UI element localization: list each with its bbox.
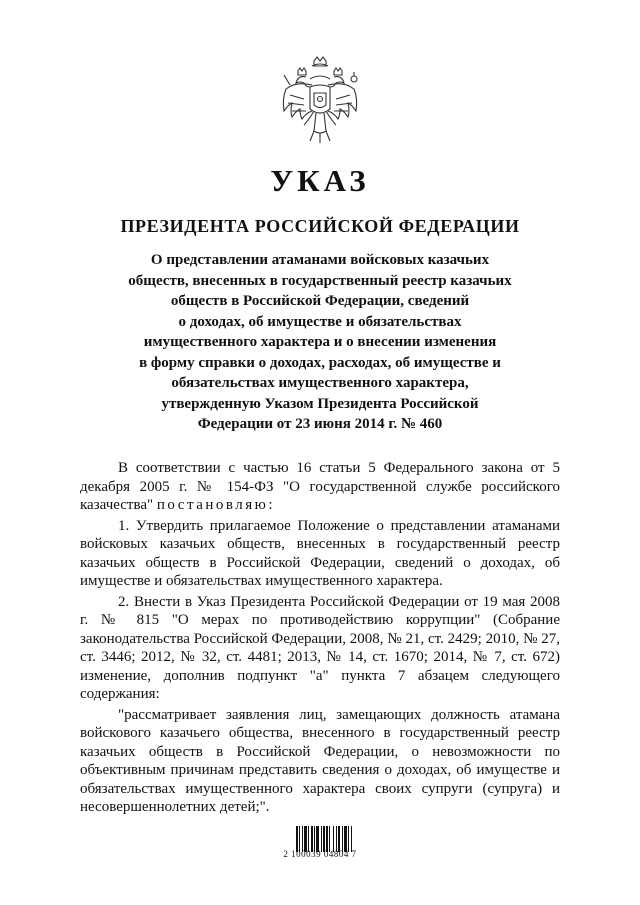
decree-body xyxy=(80,459,560,817)
barcode-icon xyxy=(296,822,378,852)
heading-line: обществ в Российской Федерации, сведений xyxy=(170,293,470,309)
preamble-text: В соответствии с частью 16 статьи 5 Федерального закона от 5 декабря 2005 г. № 154-ФЗ "О государственной службе российского казачества" xyxy=(80,460,560,513)
item-1-paragraph: 1. Утвердить прилагаемое Положение о представлении атаманами войсковых казачьих обществ, внесенных в государственный реестр казачьих обществ в Российской Федерации, сведений о доходах, об имуществе и обязательствах имущественного характера. xyxy=(80,517,560,589)
document-subtitle: ПРЕЗИДЕНТА РОССИЙСКОЙ ФЕДЕРАЦИИ xyxy=(120,216,520,236)
decree-heading xyxy=(100,250,540,435)
heading-line: утвержденную Указом Президента Российской xyxy=(161,395,479,412)
document-title: УКАЗ xyxy=(270,163,370,198)
item-2-paragraph: 2. Внести в Указ Президента Российской Федерации от 19 мая 2008 г. № 815 "О мерах по противодействию коррупции" (Собрание законодательства Российской Федерации, 2008, № 21, ст. 2429; 2010, № 27, ст. 3446; 2012, № 32, ст. 4481; 2013, № 14, ст. 1670; 2014, № 7, ст. 672) изменение, дополнив подпункт "а" пункта 7 абзацем следующего содержания: xyxy=(80,593,560,702)
barcode-number: 2 100039 04804 7 xyxy=(283,849,357,859)
heading-line: Федерации от 23 июня 2014 г. № 460 xyxy=(197,416,443,432)
heading-line: в форму справки о доходах, расходах, об имуществе и xyxy=(139,354,501,371)
heading-line: О представлении атаманами войсковых казачьих xyxy=(150,252,490,268)
heading-line: имущественного характера и о внесении изменения xyxy=(143,334,497,350)
decree-word: постановляю: xyxy=(156,497,276,513)
coat-of-arms-emblem xyxy=(276,55,364,151)
heading-line: о доходах, об имуществе и обязательствах xyxy=(178,313,462,330)
preamble-paragraph xyxy=(80,459,560,515)
heading-line: обществ, внесенных в государственный реестр казачьих xyxy=(128,272,512,289)
heading-line: обязательствах имущественного характера, xyxy=(171,375,469,391)
quote-paragraph: "рассматривает заявления лиц, замещающих должность атамана войскового казачьего общества, внесенного в государственный реестр казачьих обществ в Российской Федерации, о невозможности по объективным причинам представить сведения о доходах, об имуществе и обязательствах имущественного характера своих супруги (супруга) и несовершеннолетних детей;". xyxy=(80,706,560,815)
